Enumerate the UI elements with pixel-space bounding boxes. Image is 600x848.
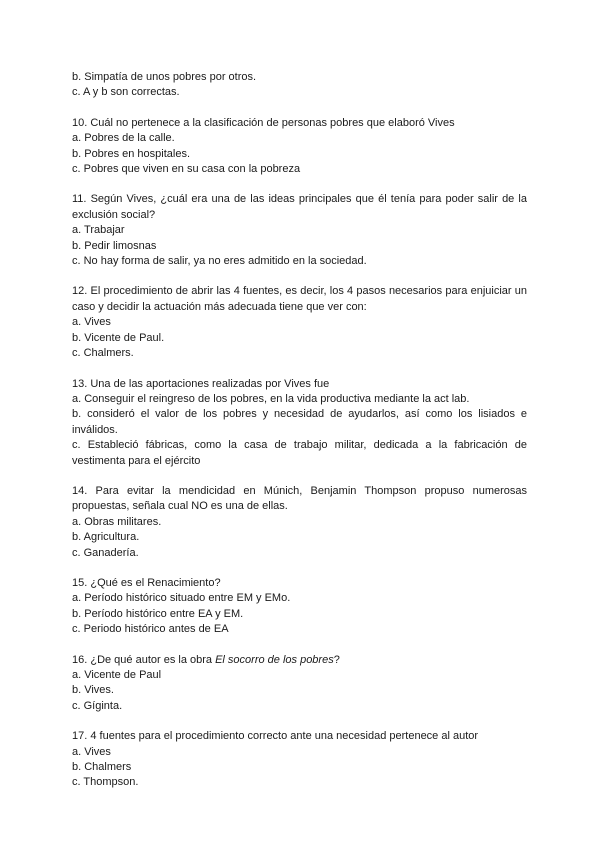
question-text: 11. Según Vives, ¿cuál era una de las ideas principales que él tenía para poder salir de la exclusión social? <box>72 193 527 221</box>
option-c: c. No hay forma de salir, ya no eres admitido en la sociedad. <box>72 255 367 268</box>
question-12 <box>72 284 527 361</box>
question-text: 10. Cuál no pertenece a la clasificación de personas pobres que elaboró Vives <box>72 116 455 129</box>
question-13 <box>72 377 527 469</box>
quiz-content <box>72 70 527 791</box>
option-c: c. Ganadería. <box>72 546 139 559</box>
option-a: a. Obras militares. <box>72 515 162 528</box>
option-a: a. Vives <box>72 316 111 329</box>
option-b: b. Vives. <box>72 684 114 697</box>
question-suffix: ? <box>333 653 340 666</box>
option-a: a. Vicente de Paul <box>72 669 162 681</box>
question-16 <box>72 653 527 715</box>
option-b: b. Período histórico entre EA y EM. <box>72 607 244 620</box>
option-a: a. Conseguir el reingreso de los pobres, en la vida productiva mediante la act lab. <box>72 392 470 405</box>
question-text: 14. Para evitar la mendicidad en Múnich, Benjamin Thompson propuso numerosas propuestas, señala cual NO es una de ellas. <box>72 484 527 513</box>
question-14 <box>72 484 527 561</box>
option-c: c. Pobres que viven en su casa con la pobreza <box>72 163 301 176</box>
option-c: c. Estableció fábricas, como la casa de trabajo militar, dedicada a la fabricación de vestimenta para el ejército <box>72 439 527 467</box>
question-text: 12. El procedimiento de abrir las 4 fuentes, es decir, los 4 pasos necesarios para enjuiciar un caso y decidir la actuación más adecuada tiene que ver con: <box>72 285 527 313</box>
option-c: c. Chalmers. <box>72 347 134 360</box>
question-text: 13. Una de las aportaciones realizadas por Vives fue <box>72 377 330 390</box>
option-b: b. Vicente de Paul. <box>72 331 165 344</box>
question-text <box>72 653 527 668</box>
question-9-continued <box>72 70 527 101</box>
question-17 <box>72 729 527 791</box>
option-b: b. Pedir limosnas <box>72 239 157 252</box>
question-10 <box>72 116 527 178</box>
option-b: b. Simpatía de unos pobres por otros. <box>72 71 257 83</box>
question-text: 15. ¿Qué es el Renacimiento? <box>72 576 221 589</box>
option-c: c. Thompson. <box>72 776 139 789</box>
option-c: c. Periodo histórico antes de EA <box>72 623 229 636</box>
book-title: El socorro de los pobres <box>215 653 334 666</box>
option-b: b. Chalmers <box>72 761 132 774</box>
option-b: b. consideró el valor de los pobres y necesidad de ayudarlos, así como los lisiados e inválidos. <box>72 408 527 436</box>
option-a: a. Vives <box>72 745 111 758</box>
option-c: c. Gíginta. <box>72 699 123 712</box>
question-text: 17. 4 fuentes para el procedimiento correcto ante una necesidad pertenece al autor <box>72 730 479 743</box>
question-15 <box>72 576 527 638</box>
question-11 <box>72 192 527 269</box>
option-b: b. Agricultura. <box>72 531 140 544</box>
option-c: c. A y b son correctas. <box>72 86 180 99</box>
option-a: a. Trabajar <box>72 224 125 237</box>
option-b: b. Pobres en hospitales. <box>72 147 191 160</box>
option-a: a. Pobres de la calle. <box>72 132 175 145</box>
question-prefix: 16. ¿De qué autor es la obra <box>72 653 216 666</box>
option-a: a. Período histórico situado entre EM y EMo. <box>72 592 291 605</box>
